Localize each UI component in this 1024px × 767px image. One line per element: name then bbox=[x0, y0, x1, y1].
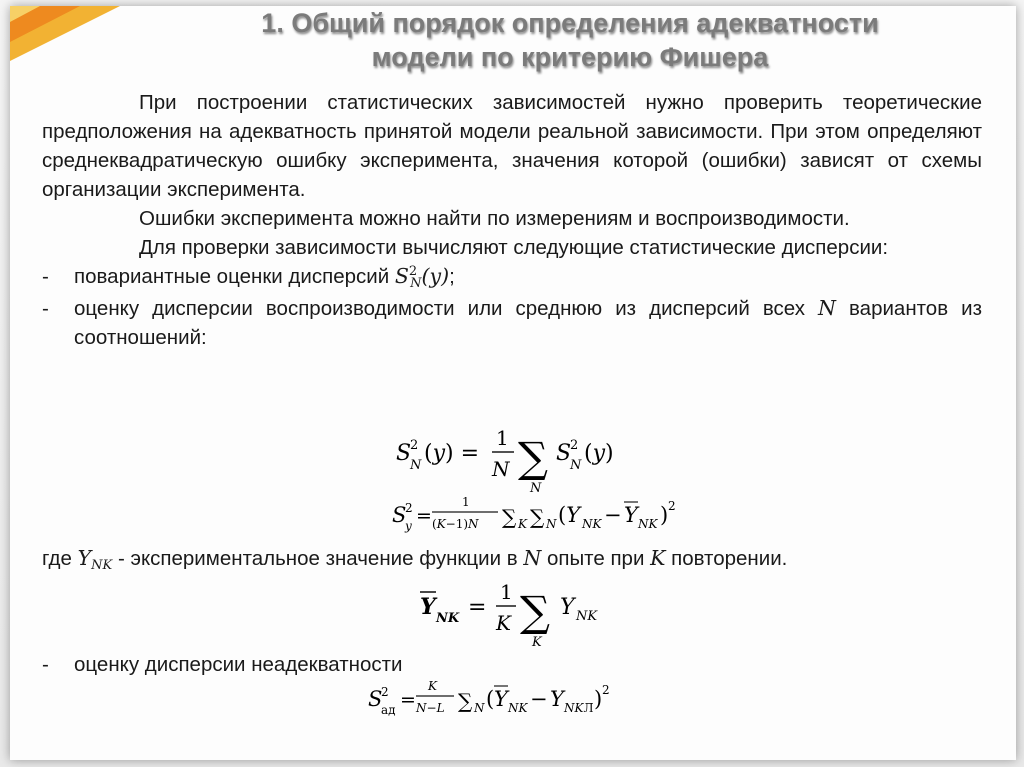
svg-text:K: K bbox=[532, 635, 542, 650]
svg-text:N: N bbox=[530, 481, 542, 496]
bullet-1-text: повариантные оценки дисперсий bbox=[74, 265, 395, 288]
list-item-inadequacy-variance bbox=[42, 650, 982, 679]
svg-text:∑: ∑ bbox=[530, 505, 545, 529]
svg-text:N: N bbox=[492, 457, 510, 481]
svg-text:∑: ∑ bbox=[518, 433, 548, 482]
svg-text:=: = bbox=[468, 595, 487, 620]
list-dash: - bbox=[42, 265, 49, 288]
formula-reproducibility-variance bbox=[392, 492, 732, 542]
svg-text:): ) bbox=[594, 687, 603, 711]
svg-text:S: S bbox=[368, 687, 383, 711]
svg-text:2: 2 bbox=[410, 438, 419, 453]
svg-text:(: ( bbox=[486, 687, 495, 711]
svg-text:1: 1 bbox=[500, 580, 513, 604]
svg-text:N: N bbox=[410, 458, 422, 473]
paragraph-1: При построении статистических зависимостей нужно проверить теоретические предположения на адекватность принятой модели реальной зависимости. При этом определяют среднеквадратическую ошибку эксперимента, значения которой (ошибки) зависят от схемы организации эксперимента. bbox=[42, 91, 982, 201]
svg-text:1: 1 bbox=[496, 426, 509, 450]
corner-accent bbox=[10, 6, 120, 86]
slide-body bbox=[42, 88, 982, 352]
svg-text:N: N bbox=[570, 458, 582, 473]
svg-text:NKЛ: NKЛ bbox=[564, 701, 594, 715]
svg-text:∑: ∑ bbox=[520, 587, 550, 636]
bullet-2-text: оценку дисперсии воспроизводимости или среднюю из дисперсий всех bbox=[74, 297, 819, 320]
bullet-2-var: N bbox=[818, 296, 836, 320]
svg-text:): ) bbox=[660, 503, 669, 527]
list-dash: - bbox=[42, 653, 49, 676]
formula-mean-variance bbox=[396, 418, 636, 498]
svg-text:S: S bbox=[396, 441, 412, 466]
svg-text:N: N bbox=[546, 517, 557, 531]
svg-text:1: 1 bbox=[462, 495, 470, 509]
svg-text:NK: NK bbox=[436, 611, 460, 626]
svg-text:N: N bbox=[474, 701, 485, 715]
svg-text:2: 2 bbox=[381, 685, 389, 699]
svg-text:=: = bbox=[416, 505, 432, 527]
svg-text:2: 2 bbox=[405, 501, 413, 515]
svg-text:2: 2 bbox=[570, 438, 579, 453]
svg-text:Y: Y bbox=[550, 687, 564, 711]
svg-text:−: − bbox=[530, 687, 548, 711]
paragraph-3: Для проверки зависимости вычисляют следующие статистические дисперсии: bbox=[139, 236, 889, 259]
bullet-2-text-2: вариантов из соотношений: bbox=[74, 297, 982, 349]
svg-text:2: 2 bbox=[602, 683, 610, 697]
svg-text:NK: NK bbox=[582, 517, 602, 531]
svg-text:Y: Y bbox=[494, 687, 508, 711]
svg-text:K: K bbox=[518, 517, 527, 531]
svg-text:S: S bbox=[556, 441, 572, 466]
definition-line: где YNK - экспериментальное значение функции в N опыте при K повторении. bbox=[42, 546, 788, 573]
svg-text:Y: Y bbox=[420, 594, 436, 620]
bullet-3-text: оценку дисперсии неадекватности bbox=[74, 653, 403, 676]
title-line-1: 1. Общий порядок определения адекватности bbox=[261, 8, 879, 38]
svg-text:2: 2 bbox=[668, 499, 676, 513]
svg-text:−: − bbox=[604, 503, 622, 527]
svg-text:(y) =: (y) = bbox=[424, 441, 480, 466]
svg-text:(Y: (Y bbox=[558, 503, 581, 527]
svg-text:S: S bbox=[392, 503, 407, 527]
formula-inadequacy-variance bbox=[368, 676, 668, 726]
svg-text:NK: NK bbox=[508, 701, 528, 715]
bullet-1-formula: S bbox=[394, 264, 409, 288]
svg-text:=: = bbox=[400, 689, 416, 711]
svg-text:K: K bbox=[428, 679, 437, 693]
paragraph-2: Ошибки эксперимента можно найти по измерениям и воспроизводимости. bbox=[139, 207, 850, 230]
svg-text:N−L: N−L bbox=[416, 701, 445, 715]
svg-text:y: y bbox=[405, 519, 412, 533]
list-dash: - bbox=[42, 297, 49, 320]
svg-text:Y: Y bbox=[560, 595, 575, 620]
svg-text:(y): (y) bbox=[584, 441, 614, 466]
svg-text:Y: Y bbox=[624, 503, 638, 527]
list-item-reproducibility-variance bbox=[42, 294, 982, 352]
svg-text:(K−1)N: (K−1)N bbox=[432, 517, 479, 531]
svg-text:K: K bbox=[496, 611, 511, 635]
svg-text:NK: NK bbox=[576, 609, 598, 624]
svg-text:NK: NK bbox=[638, 517, 658, 531]
list-item-variance-estimates: - повариантные оценки дисперсий $S^2N(y)$; bbox=[42, 262, 982, 294]
svg-text:∑: ∑ bbox=[458, 689, 473, 713]
svg-text:ад: ад bbox=[381, 703, 396, 717]
formula-mean-response bbox=[420, 572, 620, 652]
slide-title bbox=[140, 6, 1000, 74]
svg-text:∑: ∑ bbox=[502, 505, 517, 529]
title-line-2: модели по критерию Фишера bbox=[371, 42, 769, 72]
